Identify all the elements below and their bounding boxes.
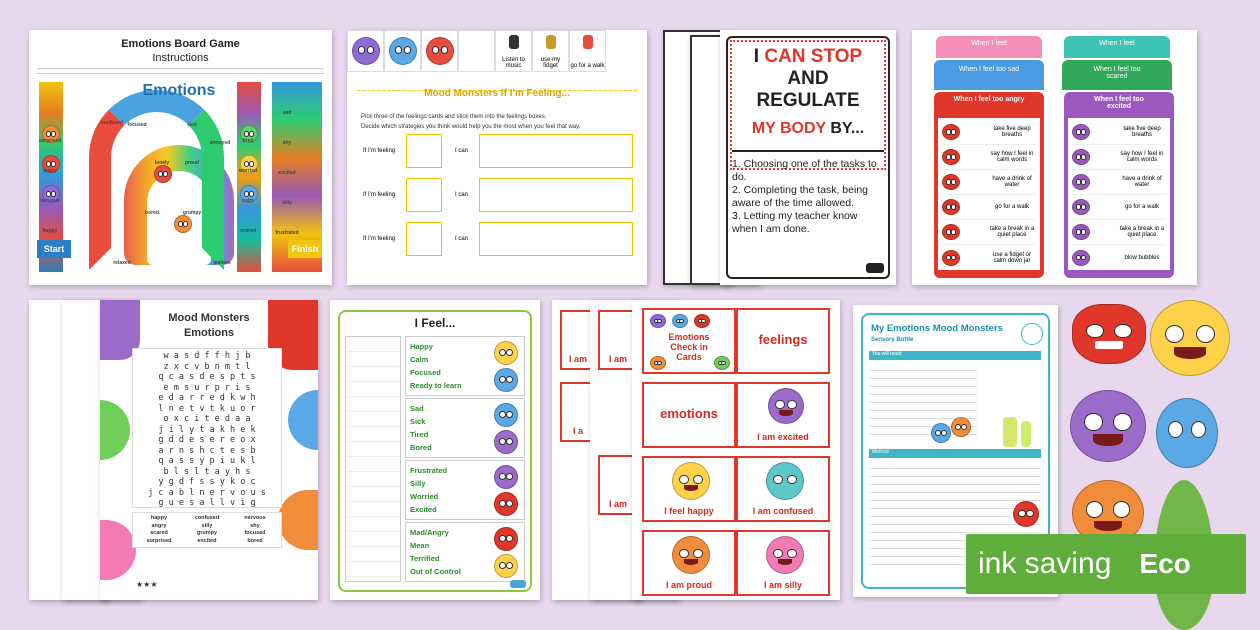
- board-space-label: focused: [127, 122, 147, 128]
- ink-saving-badge: [966, 534, 1246, 594]
- board-space-label: sad: [282, 110, 292, 116]
- brand-logo-icon: [866, 263, 884, 273]
- worried-monster-image: [1156, 398, 1218, 468]
- poster-step3: 3. Letting my teacher know when I am done.: [732, 210, 858, 235]
- i-feel-title: I Feel...: [414, 316, 456, 330]
- emotion-card-happy: I feel happy: [642, 456, 736, 522]
- back-card: I am: [560, 310, 596, 370]
- feeling-word: Tired: [410, 430, 429, 439]
- word-list-item: happy: [150, 515, 168, 521]
- poster-line4-suffix: BY...: [825, 120, 865, 137]
- board-space-label: excited: [278, 170, 296, 176]
- feeling-word: Terrified: [410, 554, 440, 563]
- board-space-label: happy: [42, 228, 58, 234]
- angry-strategy-card: When I feel too angry take five deep breaths say how I feel in calm words have a drink of water go for a walk take a break in a quiet place use a fidget or calm down jar: [934, 92, 1044, 278]
- board-space-label: lonely: [154, 160, 170, 166]
- board-game-subtitle: Instructions: [152, 52, 209, 64]
- back-card: I am: [598, 455, 638, 515]
- sensory-subtitle: Sensory Bottle: [871, 337, 914, 343]
- board-space-label: bored: [145, 210, 159, 216]
- word-list-item: bored: [247, 537, 263, 544]
- grid-row: q a s s y p i u k l: [158, 456, 256, 466]
- feelings-group: [405, 398, 525, 458]
- board-space-label: sick: [187, 122, 197, 128]
- board-space-label: nervous: [40, 198, 60, 204]
- monster-icon: [494, 465, 518, 489]
- header-card: Emotions Check in Cards: [642, 308, 736, 374]
- board-game-title: Emotions Board Game: [121, 38, 240, 50]
- poster-line1-a: I: [753, 46, 765, 67]
- word-list-item: surprised: [146, 537, 172, 544]
- board-space-label: worried: [238, 168, 258, 174]
- tab-too-sad: When I feel too sad: [934, 60, 1044, 90]
- sensory-title: My Emotions Mood Monsters: [871, 323, 1003, 334]
- board-space-label: relaxed: [113, 260, 131, 266]
- monster-icon: [494, 368, 518, 392]
- emotion-cards-sheet[interactable]: [632, 300, 840, 600]
- emotion-card-excited: I am excited: [736, 382, 830, 448]
- grid-row: a r n s h c t e s b: [158, 445, 256, 456]
- board-space-label: annoyed: [209, 140, 231, 146]
- instructions-1: Pick three of the feelings cards and stick them into the feelings boxes.: [361, 114, 547, 120]
- feeling-word: Mean: [410, 541, 430, 550]
- tab-when-i-feel: When I feel: [1064, 36, 1170, 58]
- poster-step1: 1. Choosing one of the tasks to do.: [732, 158, 877, 183]
- feeling-word: Bored: [410, 443, 432, 452]
- board-game-sheet[interactable]: [29, 30, 332, 285]
- board-space-label: tired: [242, 138, 254, 144]
- board-space-label: angry: [43, 168, 57, 174]
- feeling-row: If I'm feeling I can: [363, 222, 633, 264]
- grid-row: o x c i t e d a a: [163, 414, 251, 424]
- word-search-grid: [132, 348, 282, 508]
- board-space-label: proud: [184, 160, 200, 166]
- feeling-row: If I'm feeling I can: [363, 178, 633, 220]
- poster-step2: 2. Completing the task, being aware of the time allowed.: [732, 184, 868, 209]
- excited-strategy-card: When I feel too excited take five deep breaths say how I feel in calm words have a drink of water go for a walk take a break in a quiet place blow bubbles: [1064, 92, 1174, 278]
- monster-icon: [931, 423, 951, 443]
- happy-monster-image: [1150, 300, 1230, 376]
- word-search-title-2: Emotions: [183, 327, 235, 339]
- emotions-card: emotions: [642, 382, 736, 448]
- grid-row: j i l y t a k h e k: [158, 424, 256, 435]
- board-space-label: frustrated: [275, 230, 299, 236]
- grid-row: w a s d f f h j b: [163, 351, 251, 361]
- word-list-item: shy: [250, 522, 260, 529]
- feeling-row: If I'm feeling I can: [363, 134, 633, 176]
- back-card: I am: [598, 310, 638, 370]
- instructions-text-line: [37, 68, 324, 69]
- feeling-word: Frustrated: [410, 466, 448, 475]
- board-space-label: scared: [239, 228, 257, 234]
- feeling-word: Mad/Angry: [410, 528, 449, 537]
- mood-monsters-feeling-sheet[interactable]: [347, 30, 647, 285]
- poster-line4: MY BODY: [751, 120, 826, 137]
- instructions-2: Decide which strategies you think would help you the most when you feel that way.: [361, 124, 581, 130]
- grid-row: j c a b l n e r v o u s: [148, 487, 266, 498]
- monster-icon: [1013, 501, 1039, 527]
- word-list-item: excited: [197, 537, 217, 544]
- feelings-groups: [405, 336, 525, 582]
- monster-icon: [494, 403, 518, 427]
- i-feel-sheet[interactable]: [330, 300, 540, 600]
- feeling-word: Ready to learn: [410, 381, 462, 390]
- word-list: [132, 512, 282, 548]
- grid-row: b l s l t a y h s: [163, 466, 251, 477]
- monster-icon: [494, 492, 518, 516]
- word-list-item: scared: [150, 530, 168, 536]
- difficulty-stars: ★★★: [136, 580, 158, 589]
- grid-row: g d d e s e r e o x: [158, 435, 256, 445]
- board-space-label: jealous: [213, 260, 231, 266]
- emotion-card-proud: I am proud: [642, 530, 736, 596]
- feeling-word: Focused: [410, 368, 441, 377]
- word-list-item: grumpy: [196, 530, 218, 536]
- monster-icon: [154, 165, 172, 183]
- start-square: Start: [37, 240, 71, 258]
- board-space-label: confused: [100, 120, 124, 126]
- strategy-cards-sheet[interactable]: [912, 30, 1197, 285]
- monster-icon: [494, 554, 518, 578]
- feeling-word: Sad: [410, 404, 424, 413]
- feelings-group: [405, 336, 525, 396]
- feeling-word: Silly: [410, 479, 426, 488]
- board-space-label: surprised: [38, 138, 62, 144]
- board-space-label: shy: [282, 140, 292, 146]
- bottle-icon: [1003, 417, 1017, 447]
- eco-text: Eco: [1139, 548, 1191, 579]
- word-search-title-1: Mood Monsters: [168, 312, 250, 324]
- word-list-item: focused: [244, 530, 266, 536]
- board-center-title: Emotions: [142, 82, 216, 99]
- feelings-group: [405, 460, 525, 520]
- ink-saving-text: ink saving: [978, 547, 1112, 580]
- regulate-poster[interactable]: [720, 30, 896, 285]
- finish-square: Finish: [288, 240, 322, 258]
- emotion-card-silly: I am silly: [736, 530, 830, 596]
- brand-logo-icon: [510, 580, 526, 588]
- emotion-card-confused: I am confused: [736, 456, 830, 522]
- back-card: I a: [560, 382, 596, 442]
- feelings-cards-strip: [347, 30, 647, 72]
- feeling-word: Out of Control: [410, 567, 461, 576]
- word-list-item: silly: [201, 522, 213, 529]
- word-list-item: confused: [194, 515, 220, 521]
- feeling-sheet-title: Mood Monsters If I'm Feeling...: [424, 88, 570, 99]
- strategy-card: use my fidget: [532, 30, 569, 72]
- poster-line2: AND: [787, 68, 829, 89]
- bottle-icon: [1021, 421, 1031, 447]
- feeling-word: Happy: [410, 342, 433, 351]
- tab-when-i-feel: When I feel: [936, 36, 1042, 58]
- word-list-item: nervous: [244, 515, 266, 521]
- board-space-label: calm: [242, 198, 254, 204]
- section-you-will-need: You will need:: [869, 351, 1041, 360]
- monster-icon: [174, 215, 192, 233]
- grid-row: q c a s d e s p t s: [158, 372, 256, 382]
- feelings-card: feelings: [736, 308, 830, 374]
- grid-row: e d a r r e d k w h: [158, 393, 256, 403]
- board-space-label: grumpy: [182, 210, 202, 216]
- poster-line3: REGULATE: [756, 90, 860, 111]
- feeling-word: Sick: [410, 417, 426, 426]
- grid-row: l n e t v t k u o r: [158, 403, 256, 414]
- angry-monster-image: [1072, 304, 1146, 364]
- word-list-item: angry: [151, 522, 167, 529]
- excited-monster-image: [1070, 390, 1146, 462]
- strategy-card: Listen to music: [495, 30, 532, 72]
- monster-icon: [951, 417, 971, 437]
- writing-area: [345, 336, 401, 582]
- grid-row: z x c v b n m t l: [163, 361, 251, 372]
- monster-icon: [494, 527, 518, 551]
- hand-icon: [1021, 323, 1043, 345]
- instructions-text-line: [37, 73, 324, 74]
- feeling-word: Worried: [410, 492, 439, 501]
- monster-icon: [494, 341, 518, 365]
- grid-row: g u e s a l l v i g: [158, 498, 256, 508]
- monster-icon: [494, 430, 518, 454]
- feeling-word: Excited: [410, 505, 437, 514]
- section-method: Method: [869, 449, 1041, 458]
- strategy-card: go for a walk: [569, 30, 606, 72]
- grid-row: y g d f s s y k o c: [158, 477, 256, 487]
- feelings-group: [405, 522, 525, 582]
- grid-row: e m s u r p r i s: [163, 382, 251, 393]
- tab-too-scared: When I feel too scared: [1062, 60, 1172, 90]
- poster-line1-b: CAN STOP: [764, 46, 863, 67]
- board-space-label: silly: [282, 200, 292, 206]
- feeling-word: Calm: [410, 355, 429, 364]
- word-search-sheet[interactable]: [100, 300, 318, 600]
